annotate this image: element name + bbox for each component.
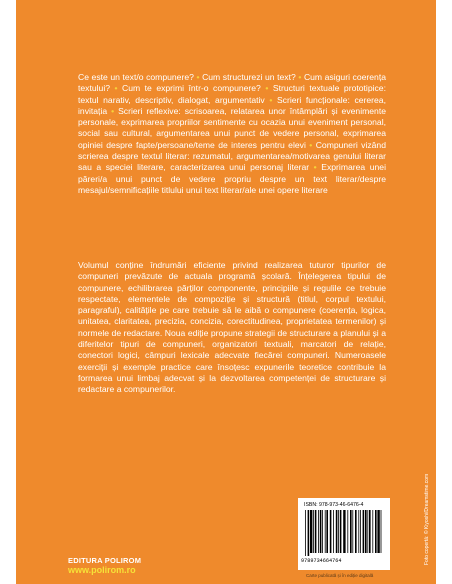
bullet-separator: •	[309, 162, 322, 173]
barcode-bar	[326, 510, 328, 553]
barcode-bar	[338, 510, 339, 553]
barcode-bar	[305, 510, 306, 556]
back-cover	[16, 0, 436, 584]
publisher-website: www.polirom.ro	[68, 565, 136, 575]
barcode-bar	[315, 510, 317, 553]
barcode-bar	[333, 510, 334, 553]
barcode-bar	[355, 510, 357, 553]
barcode-bar	[322, 510, 323, 553]
barcode-bar	[318, 510, 319, 553]
barcode-bar	[330, 510, 332, 553]
barcode-bar	[325, 510, 326, 553]
barcode-bar	[375, 510, 377, 553]
barcode-bar	[352, 510, 353, 553]
barcode-bar	[313, 510, 314, 553]
photo-credit: Foto copertă: © Kiyoshi/Dreamstime.com	[424, 473, 430, 565]
bullet-separator: •	[305, 139, 316, 150]
barcode-bar	[347, 510, 348, 553]
bullet-separator: •	[295, 72, 304, 82]
digital-edition-note: Carte publicată și în ediție digitală	[306, 573, 374, 578]
topic-item: Structuri textuale prototipice: textul narativ, descriptiv, dialogat, argumentativ	[78, 83, 386, 105]
bullet-separator: •	[264, 94, 277, 105]
book-description: Volumul conține îndrumări eficiente privind realizarea tuturor tipurilor de compuneri prevăzute de actuala programă școlară. Înțelegerea tipului de compunere, echilibrarea părților componente, principiile și regulile ce trebuie respectate, elementele de compoziție și structură (titlul, corpul textului, paragraful), calitățile pe care trebuie să le aibă o compunere (coerența, logica, unitatea, claritatea, precizia, concizia, corectitudinea, proprietatea termenilor) și normele de redactare. Noua ediție propune strategii de structurare a planului și a diferitelor tipuri de compuneri, organizatori textuali, marcatori de relație, conectori logici, câmpuri lexicale adecvate fiecărei compuneri. Numeroasele exerciții și exemple practice care însoțesc expunerile teoretice contribuie la formarea unui limbaj adecvat și la dezvoltarea competenței de structurare și redactare a compunerilor.	[78, 260, 386, 395]
topic-item: Ce este un text/o compunere?	[78, 72, 194, 82]
barcode-bar	[363, 510, 365, 553]
barcode-bar	[365, 510, 367, 553]
barcode-bar	[343, 510, 345, 553]
topic-item: Compuneri vizând scrierea despre textul literar: rezumatul, argumentarea/motivarea genului literar sau a speciei literare, caracterizarea unui personaj literar	[78, 139, 386, 173]
bullet-separator: •	[110, 83, 123, 94]
barcode-bar	[367, 510, 368, 553]
barcode-area	[298, 498, 390, 570]
topic-item: Cum te exprimi într-o compunere?	[122, 83, 261, 94]
barcode-bar	[336, 510, 338, 553]
barcode-number: 9789734664764	[301, 558, 342, 564]
barcode-bar	[340, 510, 342, 553]
barcode-bar	[377, 510, 379, 553]
bullet-separator: •	[193, 72, 203, 82]
barcode-bar	[372, 510, 373, 553]
barcode-bar	[350, 510, 352, 553]
barcode-bar	[369, 510, 371, 553]
bullet-separator: •	[260, 83, 273, 94]
barcode-bar	[310, 510, 312, 553]
barcode-bar	[381, 510, 382, 553]
topic-item: Cum asiguri coerența textului?	[78, 72, 386, 94]
topic-item: Exprimarea unei păreri/a unui punct de vedere propriu despre un text literar/despre mesajul/semnificațiile titlului unui text literar/ale unei opere literare	[78, 162, 386, 195]
topic-item: Scrieri reflexive: scrisoarea, relatarea unor întâmplări și evenimente personale, exprimarea propriilor sentimente cu ocazia unui eveniment personal, social sau cultural, argumentarea unui punct de vedere personal, exprimarea opiniei despre fapte/persoane/teme de interes pentru elevi	[78, 105, 386, 150]
barcode-bar	[320, 510, 322, 553]
barcode-bar	[358, 510, 359, 553]
topics-list	[78, 72, 386, 196]
bullet-separator: •	[107, 105, 119, 116]
barcode-icon	[304, 510, 384, 556]
topic-item: Cum structurezi un text?	[202, 72, 296, 82]
barcode-bar	[360, 510, 361, 553]
isbn-label: ISBN: 978-973-46-6476-4	[304, 502, 364, 508]
publisher-name: EDITURA POLIROM	[68, 556, 142, 565]
topic-item: Scrieri funcționale: cererea, invitația	[78, 94, 386, 116]
barcode-bar	[308, 510, 310, 556]
